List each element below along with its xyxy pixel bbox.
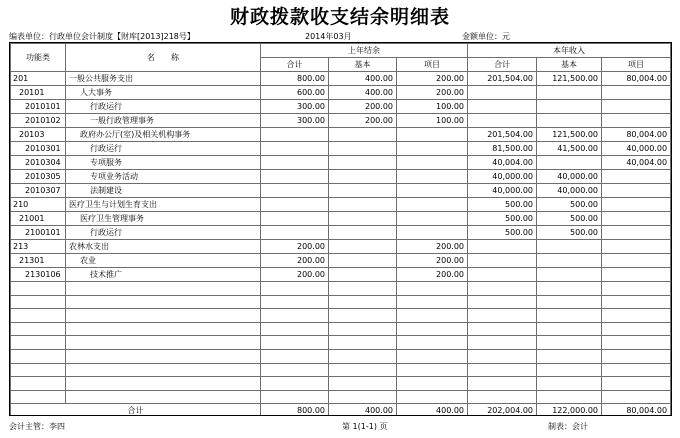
blank-cell	[602, 322, 671, 336]
row-amount: 121,500.00	[537, 72, 602, 86]
row-code: 2010305	[11, 170, 66, 184]
header-project: 项目	[602, 58, 671, 72]
row-amount	[261, 128, 329, 142]
row-amount: 80,004.00	[602, 72, 671, 86]
row-amount	[329, 240, 397, 254]
row-name: 医疗卫生管理事务	[66, 212, 261, 226]
row-name: 一般行政管理事务	[66, 114, 261, 128]
header-project: 项目	[397, 58, 468, 72]
row-name: 技术推广	[66, 268, 261, 282]
blank-cell	[537, 377, 602, 391]
row-name: 政府办公厅(室)及相关机构事务	[66, 128, 261, 142]
row-code: 2010304	[11, 156, 66, 170]
blank-cell	[261, 390, 329, 404]
blank-row	[11, 349, 671, 363]
row-amount: 500.00	[468, 226, 537, 240]
table-row	[11, 170, 671, 184]
blank-row	[11, 282, 671, 296]
footer-preparer: 制表：会计	[548, 422, 588, 431]
row-amount	[468, 268, 537, 282]
blank-cell	[602, 377, 671, 391]
row-name: 人大事务	[66, 86, 261, 100]
row-amount	[537, 268, 602, 282]
blank-cell	[261, 349, 329, 363]
currency-unit: 金额单位：元	[462, 32, 510, 41]
row-code: 2010102	[11, 114, 66, 128]
blank-cell	[602, 349, 671, 363]
blank-cell	[66, 349, 261, 363]
row-amount	[329, 268, 397, 282]
row-name: 专项业务活动	[66, 170, 261, 184]
row-code: 213	[11, 240, 66, 254]
row-amount: 40,000.00	[537, 184, 602, 198]
row-name: 农林水支出	[66, 240, 261, 254]
row-name: 行政运行	[66, 142, 261, 156]
totals-amount: 800.00	[261, 404, 329, 416]
row-code: 20101	[11, 86, 66, 100]
table-row	[11, 254, 671, 268]
header-name: 名 称	[66, 44, 261, 72]
blank-cell	[537, 282, 602, 296]
row-name: 行政运行	[66, 100, 261, 114]
row-amount	[602, 226, 671, 240]
row-name: 农业	[66, 254, 261, 268]
row-amount	[602, 114, 671, 128]
row-amount	[602, 86, 671, 100]
blank-cell	[261, 309, 329, 323]
row-amount	[602, 100, 671, 114]
totals-label: 合计	[11, 404, 261, 416]
row-amount	[468, 86, 537, 100]
row-amount: 200.00	[397, 240, 468, 254]
blank-row	[11, 295, 671, 309]
blank-cell	[468, 282, 537, 296]
row-amount: 200.00	[329, 100, 397, 114]
blank-cell	[537, 309, 602, 323]
row-amount	[397, 142, 468, 156]
row-amount: 100.00	[397, 100, 468, 114]
row-name: 法制建设	[66, 184, 261, 198]
table-row	[11, 100, 671, 114]
blank-cell	[397, 349, 468, 363]
footer-page: 第 1(1-1) 页	[342, 422, 388, 431]
blank-cell	[468, 363, 537, 377]
row-amount	[329, 142, 397, 156]
row-amount	[537, 156, 602, 170]
blank-cell	[397, 282, 468, 296]
blank-cell	[11, 295, 66, 309]
blank-cell	[11, 309, 66, 323]
blank-cell	[468, 309, 537, 323]
blank-cell	[468, 390, 537, 404]
header-total: 合计	[468, 58, 537, 72]
row-code: 21301	[11, 254, 66, 268]
row-name: 专项服务	[66, 156, 261, 170]
row-amount: 500.00	[468, 198, 537, 212]
blank-cell	[468, 336, 537, 350]
row-amount	[329, 128, 397, 142]
report-period: 2014年03月	[305, 32, 352, 41]
row-amount: 400.00	[329, 72, 397, 86]
row-amount: 200.00	[261, 268, 329, 282]
row-amount	[329, 212, 397, 226]
table-row	[11, 72, 671, 86]
row-amount: 600.00	[261, 86, 329, 100]
blank-cell	[11, 390, 66, 404]
row-amount: 121,500.00	[537, 128, 602, 142]
blank-cell	[66, 282, 261, 296]
blank-row	[11, 390, 671, 404]
blank-cell	[329, 377, 397, 391]
row-amount	[397, 170, 468, 184]
table-row	[11, 128, 671, 142]
blank-cell	[329, 282, 397, 296]
row-amount	[468, 114, 537, 128]
blank-cell	[468, 349, 537, 363]
row-amount: 500.00	[537, 198, 602, 212]
totals-amount: 400.00	[329, 404, 397, 416]
blank-cell	[397, 309, 468, 323]
row-amount	[329, 156, 397, 170]
row-amount	[329, 226, 397, 240]
blank-cell	[261, 282, 329, 296]
row-amount	[329, 170, 397, 184]
row-amount	[602, 198, 671, 212]
blank-cell	[397, 295, 468, 309]
row-code: 201	[11, 72, 66, 86]
row-amount	[537, 254, 602, 268]
row-amount	[397, 226, 468, 240]
row-amount: 40,000.00	[537, 170, 602, 184]
row-amount	[602, 254, 671, 268]
row-code: 2010101	[11, 100, 66, 114]
blank-cell	[11, 349, 66, 363]
header-basic: 基本	[537, 58, 602, 72]
header-current-year-income: 本年收入	[468, 44, 671, 58]
blank-row	[11, 322, 671, 336]
row-code: 2100101	[11, 226, 66, 240]
table-row	[11, 184, 671, 198]
row-amount	[397, 212, 468, 226]
table-row	[11, 86, 671, 100]
blank-cell	[66, 322, 261, 336]
row-code: 20103	[11, 128, 66, 142]
row-amount: 80,004.00	[602, 128, 671, 142]
row-amount	[468, 100, 537, 114]
row-amount	[397, 156, 468, 170]
row-amount	[602, 268, 671, 282]
header-basic: 基本	[329, 58, 397, 72]
footer-supervisor: 会计主管：李四	[9, 422, 65, 431]
row-amount	[468, 240, 537, 254]
blank-row	[11, 377, 671, 391]
row-amount: 81,500.00	[468, 142, 537, 156]
blank-row	[11, 336, 671, 350]
blank-cell	[397, 377, 468, 391]
row-amount: 40,004.00	[468, 156, 537, 170]
row-amount: 200.00	[261, 240, 329, 254]
reporting-unit: 编表单位：行政单位会计制度【财库[2013]218号】	[9, 32, 195, 41]
report-title: 财政拨款收支结余明细表	[229, 6, 450, 28]
table-row	[11, 226, 671, 240]
blank-cell	[11, 282, 66, 296]
row-amount: 40,000.00	[468, 170, 537, 184]
blank-cell	[329, 390, 397, 404]
row-name: 医疗卫生与计划生育支出	[66, 198, 261, 212]
blank-cell	[397, 390, 468, 404]
row-amount: 201,504.00	[468, 128, 537, 142]
blank-cell	[397, 336, 468, 350]
row-amount	[397, 128, 468, 142]
table-row	[11, 156, 671, 170]
header-prior-year-balance: 上年结余	[261, 44, 468, 58]
row-amount: 200.00	[329, 114, 397, 128]
row-amount: 40,000.00	[602, 142, 671, 156]
row-amount: 200.00	[397, 72, 468, 86]
blank-cell	[537, 336, 602, 350]
row-amount: 100.00	[397, 114, 468, 128]
blank-cell	[537, 390, 602, 404]
blank-cell	[11, 363, 66, 377]
row-amount	[261, 184, 329, 198]
row-amount	[397, 198, 468, 212]
blank-cell	[11, 322, 66, 336]
totals-amount: 80,004.00	[602, 404, 671, 416]
blank-cell	[66, 295, 261, 309]
row-amount	[261, 170, 329, 184]
blank-cell	[261, 295, 329, 309]
row-code: 2010307	[11, 184, 66, 198]
blank-cell	[537, 363, 602, 377]
report-table	[10, 43, 671, 416]
blank-cell	[329, 295, 397, 309]
row-amount	[261, 156, 329, 170]
row-amount	[537, 86, 602, 100]
row-code: 2130106	[11, 268, 66, 282]
blank-cell	[261, 363, 329, 377]
row-amount: 200.00	[397, 254, 468, 268]
blank-cell	[66, 336, 261, 350]
blank-cell	[66, 363, 261, 377]
row-amount	[397, 184, 468, 198]
report-sheet	[9, 42, 672, 416]
row-name: 行政运行	[66, 226, 261, 240]
blank-cell	[329, 336, 397, 350]
row-amount	[329, 198, 397, 212]
row-code: 210	[11, 198, 66, 212]
row-amount	[602, 184, 671, 198]
table-row	[11, 212, 671, 226]
blank-cell	[537, 295, 602, 309]
totals-row	[11, 404, 671, 416]
row-amount: 500.00	[537, 226, 602, 240]
row-amount	[261, 212, 329, 226]
blank-cell	[602, 336, 671, 350]
row-amount	[602, 212, 671, 226]
row-amount: 300.00	[261, 100, 329, 114]
blank-row	[11, 363, 671, 377]
blank-cell	[66, 309, 261, 323]
row-amount: 40,004.00	[602, 156, 671, 170]
row-amount: 200.00	[397, 86, 468, 100]
row-amount: 200.00	[397, 268, 468, 282]
blank-cell	[261, 322, 329, 336]
table-row	[11, 198, 671, 212]
row-amount	[329, 254, 397, 268]
blank-cell	[397, 322, 468, 336]
row-amount	[261, 226, 329, 240]
blank-cell	[66, 390, 261, 404]
totals-amount: 400.00	[397, 404, 468, 416]
blank-cell	[602, 282, 671, 296]
row-amount: 200.00	[261, 254, 329, 268]
row-amount	[537, 100, 602, 114]
row-amount: 500.00	[468, 212, 537, 226]
totals-amount: 202,004.00	[468, 404, 537, 416]
table-row	[11, 240, 671, 254]
blank-cell	[329, 322, 397, 336]
row-amount	[261, 142, 329, 156]
blank-cell	[261, 377, 329, 391]
header-code: 功能类	[11, 44, 66, 72]
header-total: 合计	[261, 58, 329, 72]
totals-amount: 122,000.00	[537, 404, 602, 416]
blank-cell	[468, 322, 537, 336]
header-row-1	[11, 44, 671, 58]
row-amount: 201,504.00	[468, 72, 537, 86]
blank-cell	[602, 363, 671, 377]
blank-cell	[537, 349, 602, 363]
blank-cell	[261, 336, 329, 350]
blank-cell	[397, 363, 468, 377]
row-amount: 500.00	[537, 212, 602, 226]
table-row	[11, 142, 671, 156]
blank-cell	[11, 336, 66, 350]
blank-cell	[11, 377, 66, 391]
blank-row	[11, 309, 671, 323]
blank-cell	[468, 377, 537, 391]
row-amount: 41,500.00	[537, 142, 602, 156]
table-row	[11, 268, 671, 282]
blank-cell	[329, 349, 397, 363]
row-amount: 800.00	[261, 72, 329, 86]
row-code: 2010301	[11, 142, 66, 156]
blank-cell	[329, 309, 397, 323]
row-amount: 40,000.00	[468, 184, 537, 198]
row-amount: 300.00	[261, 114, 329, 128]
blank-cell	[329, 363, 397, 377]
blank-cell	[468, 295, 537, 309]
row-amount: 400.00	[329, 86, 397, 100]
row-amount	[537, 240, 602, 254]
row-code: 21001	[11, 212, 66, 226]
row-amount	[602, 240, 671, 254]
row-amount	[602, 170, 671, 184]
blank-cell	[602, 390, 671, 404]
row-amount	[537, 114, 602, 128]
blank-cell	[66, 377, 261, 391]
blank-cell	[537, 322, 602, 336]
blank-cell	[602, 295, 671, 309]
row-amount	[468, 254, 537, 268]
row-name: 一般公共服务支出	[66, 72, 261, 86]
table-row	[11, 114, 671, 128]
row-amount	[329, 184, 397, 198]
row-amount	[261, 198, 329, 212]
blank-cell	[602, 309, 671, 323]
